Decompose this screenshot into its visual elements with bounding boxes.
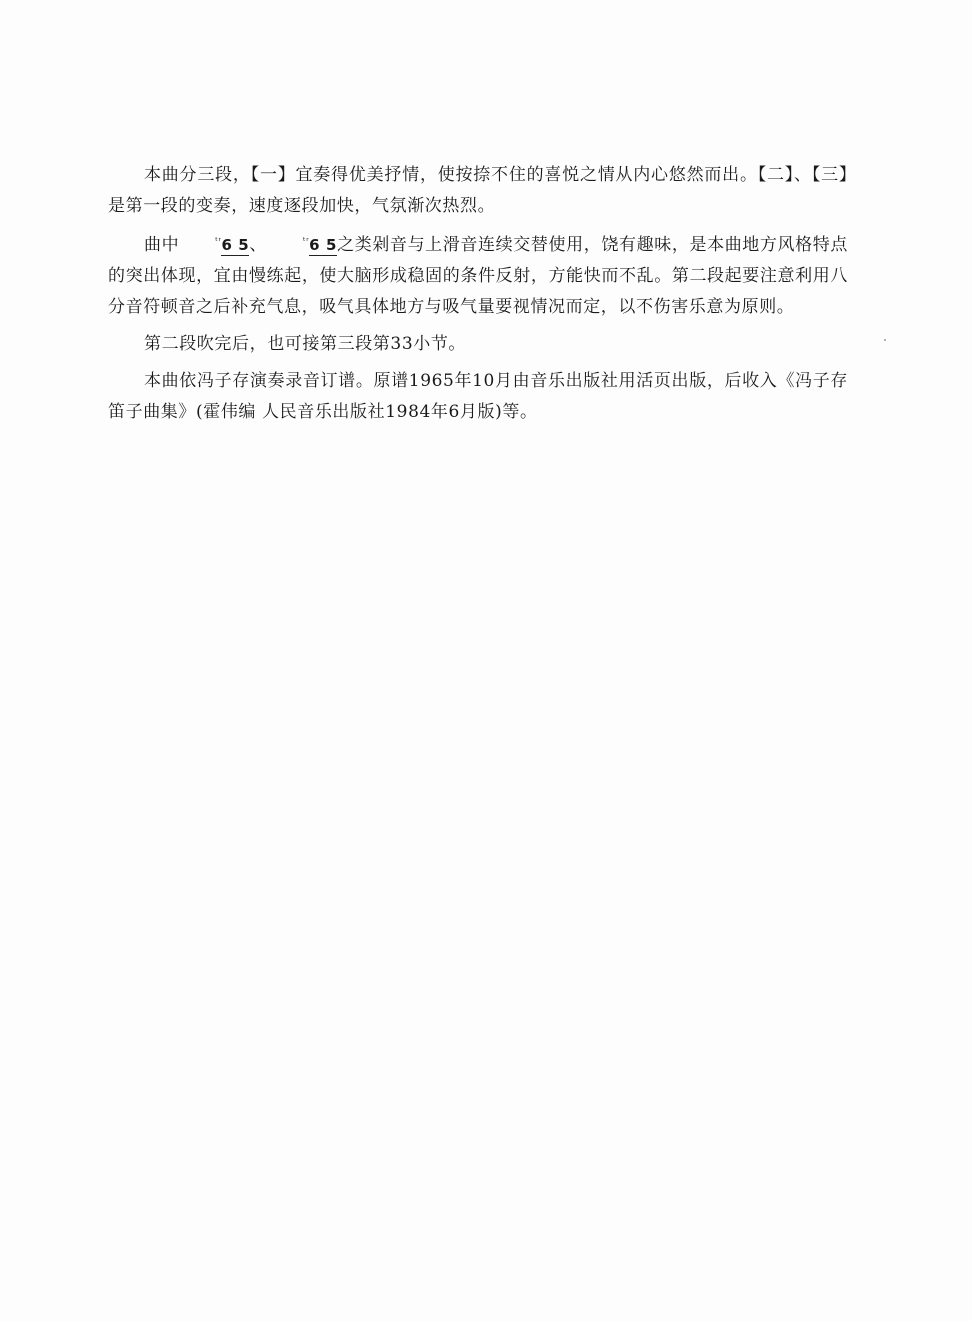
technique-prefix: 曲中 — [144, 235, 180, 255]
notation-mordent-slide-2-notes: 6 5 — [309, 236, 338, 254]
notation-mordent-slide-1-notes: 6 5 — [221, 236, 250, 254]
paragraph-connection: 第二段吹完后，也可接第三段第33小节。 — [144, 334, 467, 354]
scan-speck — [884, 339, 886, 341]
paragraph-technique — [108, 228, 848, 323]
paragraph-structure: 本曲分三段，【一】宜奏得优美抒情，使按捺不住的喜悦之情从内心悠然而出。【二】、【三】是第一段的变奏，速度逐段加快，气氛渐次热烈。 — [108, 165, 848, 216]
notes-text-block — [108, 160, 848, 434]
technique-text: 之类剁音与上滑音连续交替使用，饶有趣味，是本曲地方风格特点的突出体现，宜由慢练起，使大脑形成稳固的条件反射，方能快而不乱。第二段起要注意利用八分音符顿音之后补充气息，吸气具体地方与吸气量要视情况而定，以不伤害乐意为原则。 — [108, 235, 848, 317]
paragraph-source: 本曲依冯子存演奏录音订谱。原谱1965年10月由音乐出版社用活页出版，后收入《冯子存笛子曲集》(霍伟编 人民音乐出版社1984年6月版)等。 — [108, 371, 848, 422]
notation-mordent-slide-1: $^{ᵗʳ}$6 5 — [215, 236, 250, 254]
notation-mordent-slide-2: $^{ᵗʳ}$6 5 — [302, 236, 338, 254]
notation-separator: 、 — [249, 235, 267, 255]
